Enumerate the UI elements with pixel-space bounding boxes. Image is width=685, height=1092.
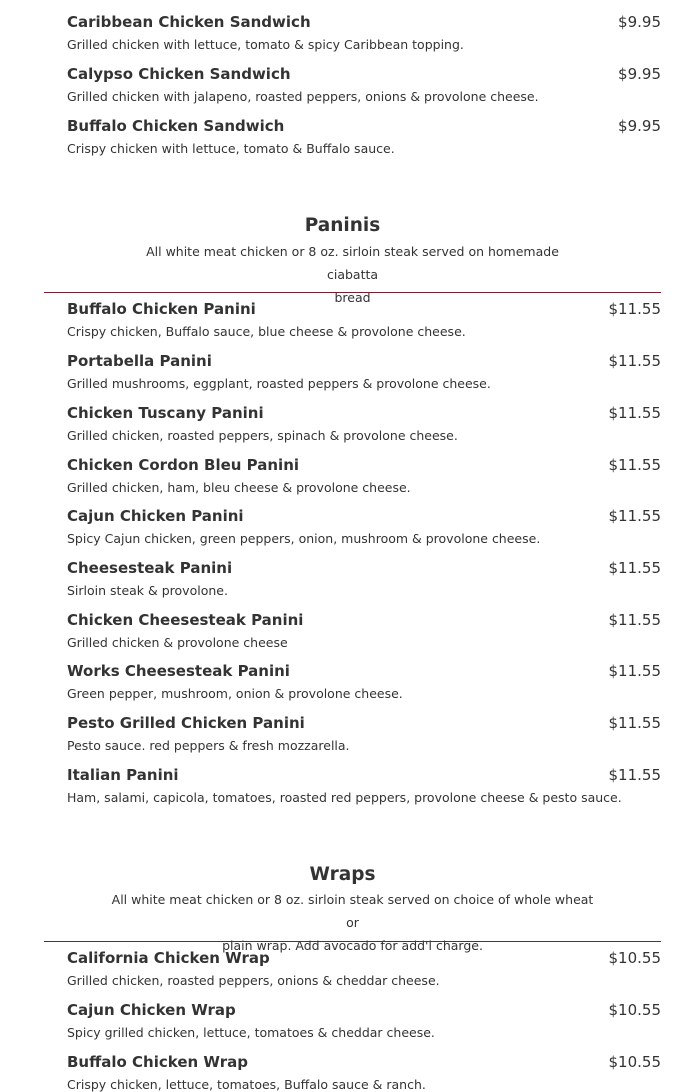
- item-name: Calypso Chicken Sandwich: [67, 65, 291, 83]
- item-description: Grilled chicken, ham, bleu cheese & provolone cheese.: [67, 480, 411, 495]
- section-title-paninis: Paninis: [304, 215, 381, 236]
- item-description: Grilled chicken & provolone cheese: [67, 635, 288, 650]
- section-description-line: All white meat chicken or 8 oz. sirloin steak served on choice of whole wheat or: [111, 892, 594, 930]
- section-description-wraps: [108, 888, 597, 957]
- item-description: Crispy chicken, Buffalo sauce, blue cheese & provolone cheese.: [67, 324, 466, 339]
- section-description-line: All white meat chicken or 8 oz. sirloin steak served on homemade ciabatta: [146, 244, 559, 282]
- item-name: Buffalo Chicken Wrap: [67, 1053, 248, 1071]
- item-name: Cheesesteak Panini: [67, 559, 233, 577]
- item-description: Pesto sauce. red peppers & fresh mozzarella.: [67, 738, 350, 753]
- item-description: Spicy Cajun chicken, green peppers, onion, mushroom & provolone cheese.: [67, 531, 541, 546]
- item-description: Grilled mushrooms, eggplant, roasted peppers & provolone cheese.: [67, 376, 491, 391]
- section-description-paninis: [122, 240, 583, 309]
- item-price: $10.55: [608, 1053, 661, 1071]
- item-description: Grilled chicken with jalapeno, roasted peppers, onions & provolone cheese.: [67, 89, 539, 104]
- item-name: Portabella Panini: [67, 352, 212, 370]
- item-name: Chicken Tuscany Panini: [67, 404, 264, 422]
- item-name: Caribbean Chicken Sandwich: [67, 13, 311, 31]
- item-description: Ham, salami, capicola, tomatoes, roasted red peppers, provolone cheese & pesto sauce.: [67, 790, 622, 805]
- item-description: Sirloin steak & provolone.: [67, 583, 228, 598]
- item-description: Grilled chicken, roasted peppers, spinach & provolone cheese.: [67, 428, 458, 443]
- item-name: Cajun Chicken Wrap: [67, 1001, 236, 1019]
- item-price: $11.55: [608, 352, 661, 370]
- section-divider: [44, 941, 661, 942]
- item-price: $10.55: [608, 1001, 661, 1019]
- item-price: $11.55: [608, 559, 661, 577]
- section-divider: [44, 292, 661, 293]
- item-price: $11.55: [608, 456, 661, 474]
- section-description-line: plain wrap. Add avocado for add'l charge.: [222, 938, 483, 953]
- item-price: $11.55: [608, 404, 661, 422]
- item-price: $11.55: [608, 766, 661, 784]
- item-name: Chicken Cheesesteak Panini: [67, 611, 304, 629]
- item-price: $11.55: [608, 507, 661, 525]
- item-description: Spicy grilled chicken, lettuce, tomatoes & cheddar cheese.: [67, 1025, 435, 1040]
- item-description: Green pepper, mushroom, onion & provolone cheese.: [67, 686, 403, 701]
- item-description: Crispy chicken, lettuce, tomatoes, Buffalo sauce & ranch.: [67, 1077, 426, 1092]
- item-name: California Chicken Wrap: [67, 949, 270, 967]
- item-description: Crispy chicken with lettuce, tomato & Buffalo sauce.: [67, 141, 395, 156]
- item-name: Buffalo Chicken Sandwich: [67, 117, 285, 135]
- item-name: Italian Panini: [67, 766, 179, 784]
- item-price: $10.55: [608, 949, 661, 967]
- item-description: Grilled chicken with lettuce, tomato & spicy Caribbean topping.: [67, 37, 464, 52]
- item-name: Works Cheesesteak Panini: [67, 662, 290, 680]
- item-description: Grilled chicken, roasted peppers, onions & cheddar cheese.: [67, 973, 440, 988]
- item-name: Pesto Grilled Chicken Panini: [67, 714, 305, 732]
- item-price: $11.55: [608, 611, 661, 629]
- item-price: $9.95: [618, 13, 661, 31]
- item-name: Buffalo Chicken Panini: [67, 300, 256, 318]
- item-name: Chicken Cordon Bleu Panini: [67, 456, 300, 474]
- item-price: $11.55: [608, 714, 661, 732]
- section-title-wraps: Wraps: [309, 864, 376, 885]
- item-name: Cajun Chicken Panini: [67, 507, 244, 525]
- item-price: $11.55: [608, 662, 661, 680]
- section-description-line: bread: [334, 290, 371, 305]
- item-price: $9.95: [618, 117, 661, 135]
- item-price: $9.95: [618, 65, 661, 83]
- item-price: $11.55: [608, 300, 661, 318]
